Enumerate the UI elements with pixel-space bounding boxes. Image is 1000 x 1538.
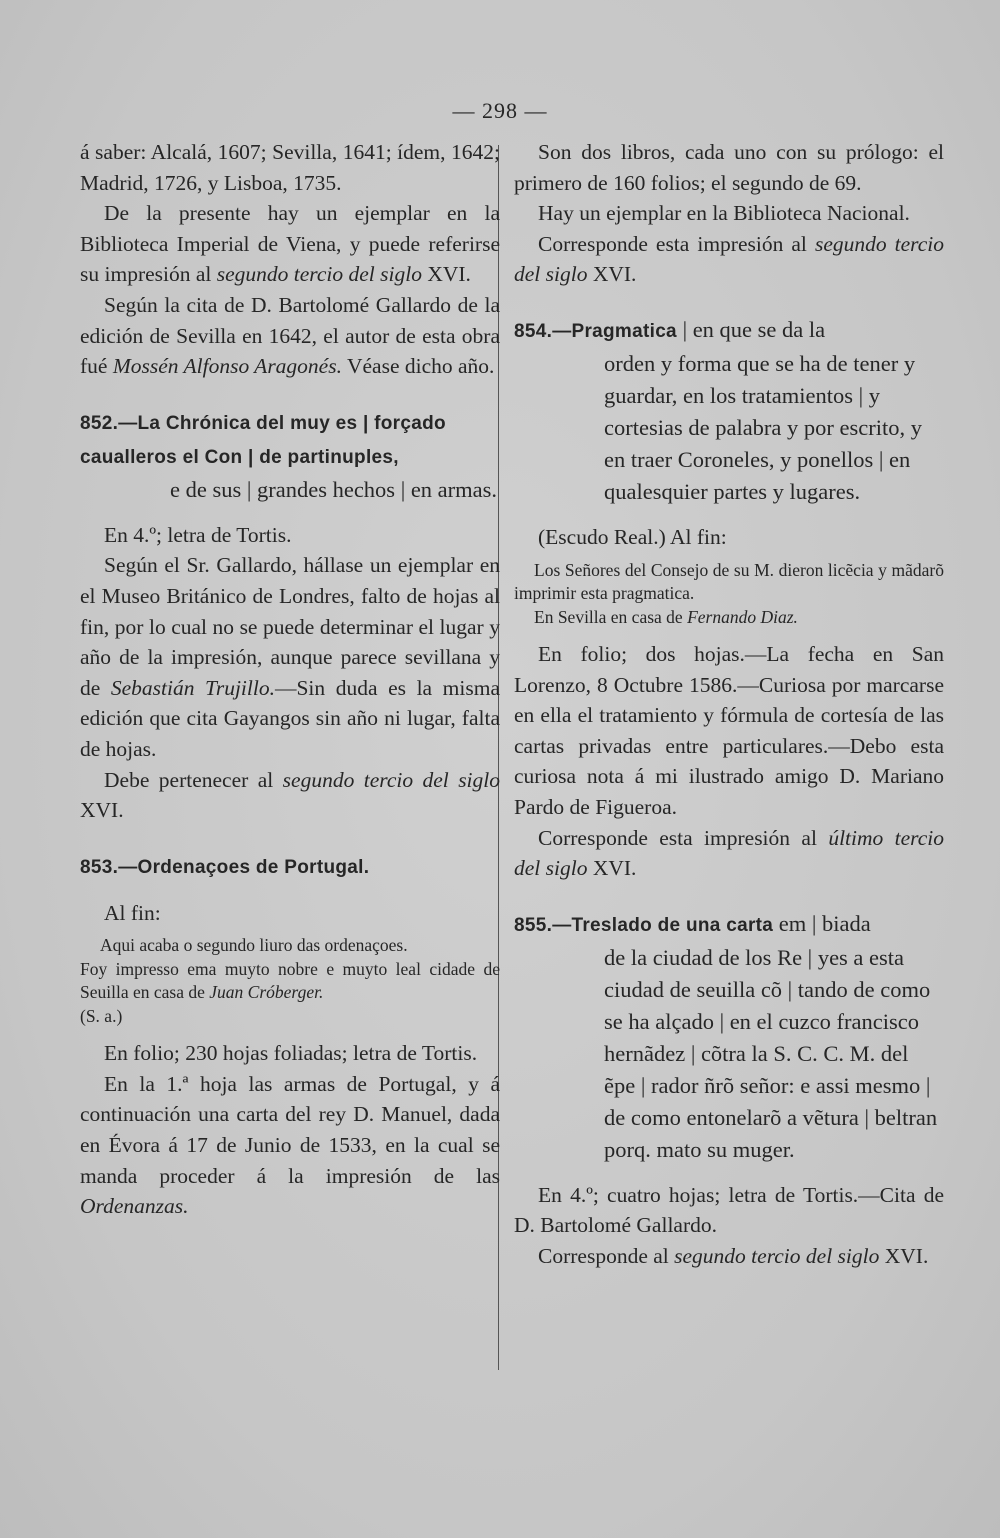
entry-855 xyxy=(514,908,944,1166)
entry-854 xyxy=(514,314,944,508)
entry-853 xyxy=(80,850,500,884)
paragraph: (Escudo Real.) Al fin: xyxy=(538,524,727,549)
paragraph: Corresponde al segundo tercio del siglo XVI. xyxy=(538,1244,929,1268)
paragraph: En 4.º; letra de Tortis. xyxy=(104,522,292,547)
entry-heading: —Ordenaçoes de Portugal. xyxy=(118,856,370,878)
paragraph: Según el Sr. Gallardo, hállase un ejemplar en el Museo Británico de Londres, falto de hojas al fin, por lo cual no se puede determinar el lugar y año de la impresión, aunque parece sevillana y de Sebastián Trujillo.—Sin duda es la misma edición que cita Gayangos sin año ni lugar, falta de hojas. xyxy=(80,553,500,761)
entry-heading: —Treslado de una carta xyxy=(552,914,774,936)
paragraph: Hay un ejemplar en la Biblioteca Nacional. xyxy=(538,201,910,226)
entry-number: 855. xyxy=(514,914,553,936)
entry-title: orden y forma que se ha de tener y guardar, en los tratamientos | y cortesias de palabra y por escrito, y en traer Coroneles, y ponellos | en qualesquier partes y lugares. xyxy=(604,350,922,504)
page-number: — 298 — xyxy=(452,98,548,123)
entry-852 xyxy=(80,406,500,506)
paragraph: Corresponde esta impresión al segundo tercio del siglo XVI. xyxy=(514,231,945,287)
entry-number: 854. xyxy=(514,320,553,342)
paragraph: En folio; 230 hojas foliadas; letra de Tortis. xyxy=(104,1041,478,1066)
paragraph: Según la cita de D. Bartolomé Gallardo de la edición de Sevilla en 1642, el autor de esta obra fué Mossén Alfonso Aragonés. Véase dicho año. xyxy=(80,292,500,379)
right-column xyxy=(514,137,944,1272)
colophon-quote xyxy=(80,934,500,1028)
quote-line: (S. a.) xyxy=(80,1005,123,1026)
entry-title: de la ciudad de los Re | yes a esta ciudad de seuilla cõ | tando de como se ha alçado | en el cuzco francisco hernãdez | cõtra la S. C. C. M. del ẽpe | rador ñrõ señor: e assi mesmo | de como entonelarõ a vẽtura | beltran porq. mato su muger. xyxy=(604,944,938,1162)
entry-number: 852. xyxy=(80,412,119,434)
paragraph: De la presente hay un ejemplar en la Biblioteca Imperial de Viena, y puede referirse su impresión al segundo tercio del siglo XVI. xyxy=(80,201,500,287)
paragraph: En la 1.ª hoja las armas de Portugal, y á continuación una carta del rey D. Manuel, dada en Évora á 17 de Junio de 1533, en la cual se manda proceder á la impresión de las Ordenanzas. xyxy=(80,1071,500,1219)
entry-heading: —Pragmatica xyxy=(552,320,677,342)
quote-line: Aqui acaba o segundo liuro das ordenaçoes. xyxy=(100,935,408,956)
entry-title: | en que se da la xyxy=(676,316,826,342)
entry-title: e de sus | grandes hechos | en armas. xyxy=(170,476,498,502)
left-column xyxy=(80,137,500,1222)
entry-number: 853. xyxy=(80,856,119,878)
entry-title: em | biada xyxy=(773,910,871,936)
quote-line: Foy impresso ema muyto nobre e muyto leal cidade de Seuilla en casa de Juan Cróberger. xyxy=(80,958,500,1003)
paragraph: Corresponde esta impresión al último tercio del siglo XVI. xyxy=(514,825,944,881)
colophon-quote xyxy=(514,559,944,630)
paragraph: Son dos libros, cada uno con su prólogo: el primero de 160 folios; el segundo de 69. xyxy=(514,140,944,195)
paragraph: En folio; dos hojas.—La fecha en San Lorenzo, 8 Octubre 1586.—Curiosa por marcarse en ella el tratamiento y fórmula de cortesía de las cartas privadas entre particulares.—Debo esta curiosa nota á mi ilustrado amigo D. Mariano Pardo de Figueroa. xyxy=(514,642,944,820)
quote-line: Los Señores del Consejo de su M. dieron licẽcia y mãdarõ imprimir esta pragmatica. xyxy=(514,559,944,604)
quote-line: En Sevilla en casa de Fernando Diaz. xyxy=(534,606,798,627)
entry-heading: —La Chrónica del muy es | forçado caualleros el Con | de partinuples, xyxy=(80,412,446,468)
paragraph: Al fin: xyxy=(104,900,161,925)
paragraph: á saber: Alcalá, 1607; Sevilla, 1641; ídem, 1642; Madrid, 1726, y Lisboa, 1735. xyxy=(80,140,500,195)
paragraph: Debe pertenecer al segundo tercio del siglo XVI. xyxy=(80,767,501,823)
paragraph: En 4.º; cuatro hojas; letra de Tortis.—Cita de D. Bartolomé Gallardo. xyxy=(514,1182,944,1238)
